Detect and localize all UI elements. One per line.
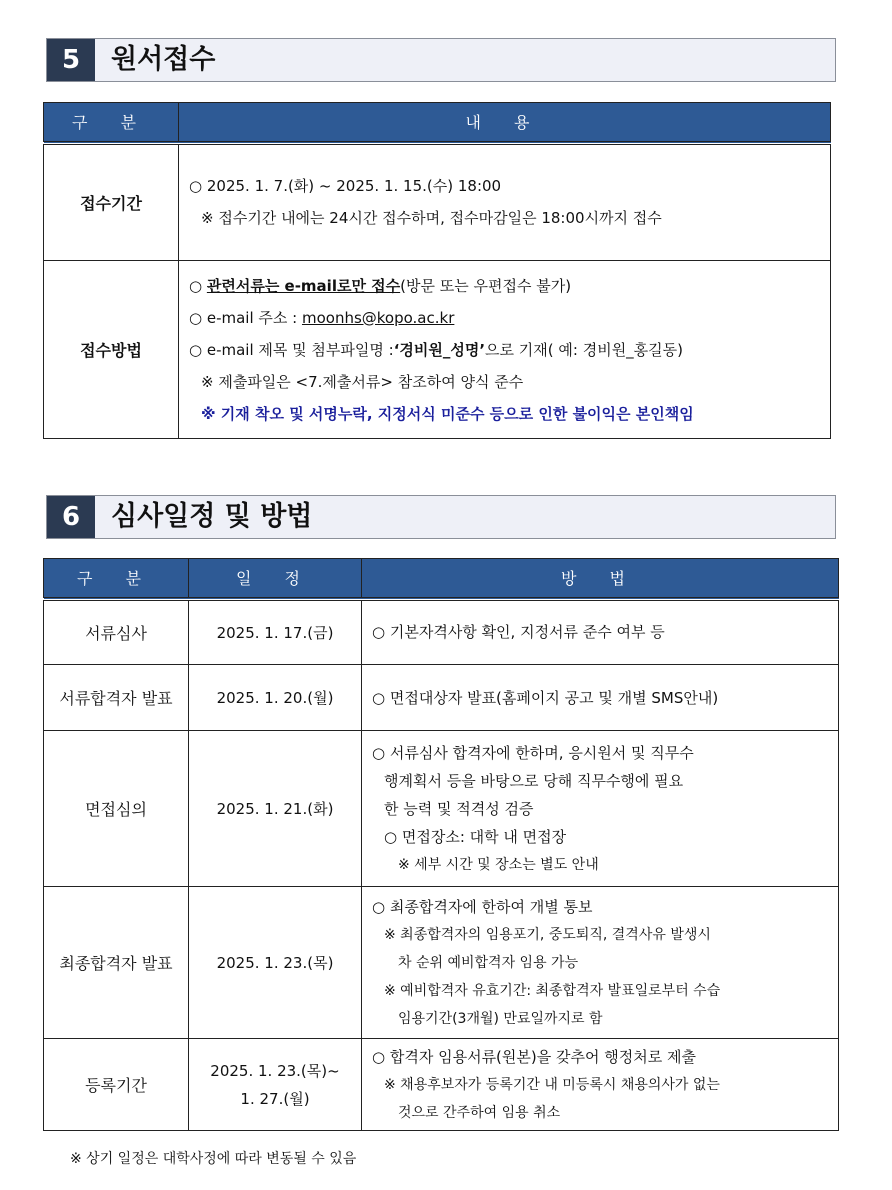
row-date: 2025. 1. 20.(월) <box>189 665 362 731</box>
email-label: ○ e-mail 주소 : <box>189 308 302 327</box>
row-method <box>362 731 839 887</box>
row-method <box>362 887 839 1039</box>
section-number: 6 <box>47 496 95 538</box>
method-line: 차 순위 예비합격자 임용 가능 <box>398 954 579 971</box>
row-label: 접수기간 <box>44 143 179 261</box>
section-6-header <box>46 495 836 539</box>
method-line: ○ 서류심사 합격자에 한하며, 응시원서 및 직무수 <box>372 743 694 762</box>
row-date: 2025. 1. 17.(금) <box>189 599 362 665</box>
header-category: 구 분 <box>44 103 179 143</box>
table-row <box>44 143 831 261</box>
notice-suffix: (방문 또는 우편접수 불가) <box>400 276 572 295</box>
footnote: ※ 상기 일정은 대학사정에 따라 변동될 수 있음 <box>70 1151 357 1167</box>
method-line-1 <box>189 270 826 302</box>
table-row <box>44 665 839 731</box>
row-method <box>362 1039 839 1131</box>
subject-format: ‘경비원_성명’ <box>393 340 486 359</box>
method-line: ○ 합격자 임용서류(원본)을 갖추어 행정처로 제출 <box>372 1047 696 1066</box>
method-warning: ※ 기재 착오 및 서명누락, 지정서식 미준수 등으로 인한 불이익은 본인책임 <box>201 404 694 423</box>
section-title: 원서접수 <box>111 44 216 75</box>
email-only-notice: 관련서류는 e-mail로만 접수 <box>206 276 401 295</box>
row-label: 면접심의 <box>44 731 189 887</box>
method-line-2 <box>189 302 826 334</box>
table-row <box>44 731 839 887</box>
application-table <box>43 102 831 439</box>
method-line: 것으로 간주하여 임용 취소 <box>398 1104 561 1121</box>
schedule-table <box>43 558 839 1131</box>
method-line: ※ 세부 시간 및 장소는 별도 안내 <box>398 856 599 873</box>
table-row <box>44 261 831 439</box>
header-method: 방 법 <box>362 559 839 599</box>
row-date: 2025. 1. 21.(화) <box>189 731 362 887</box>
method-line: 임용기간(3개월) 만료일까지로 함 <box>398 1010 603 1027</box>
row-label: 최종합격자 발표 <box>44 887 189 1039</box>
row-label: 등록기간 <box>44 1039 189 1131</box>
method-line-3 <box>189 334 826 366</box>
subject-label: ○ e-mail 제목 및 첨부파일명 : <box>189 340 394 359</box>
row-date <box>189 1039 362 1131</box>
row-method <box>362 665 839 731</box>
header-category: 구 분 <box>44 559 189 599</box>
date-line: 2025. 1. 23.(목)~ <box>210 1061 340 1080</box>
table-row <box>44 887 839 1039</box>
row-method <box>362 599 839 665</box>
email-link[interactable]: moonhs@kopo.ac.kr <box>301 308 455 327</box>
section-number: 5 <box>47 39 95 81</box>
method-line: ○ 최종합격자에 한하여 개별 통보 <box>372 897 593 916</box>
date-line: 1. 27.(월) <box>240 1089 310 1108</box>
row-label: 접수방법 <box>44 261 179 439</box>
method-line: ※ 채용후보자가 등록기간 내 미등록시 채용의사가 없는 <box>384 1076 720 1093</box>
method-line: 행계획서 등을 바탕으로 당해 직무수행에 필요 <box>384 771 684 790</box>
section-5-header <box>46 38 836 82</box>
subject-suffix: 으로 기재( 예: 경비원_홍길동) <box>485 340 683 359</box>
header-content: 내 용 <box>179 103 831 143</box>
row-label: 서류심사 <box>44 599 189 665</box>
bullet: ○ <box>189 276 207 295</box>
row-content <box>179 261 831 439</box>
header-date: 일 정 <box>189 559 362 599</box>
period-note: ※ 접수기간 내에는 24시간 접수하며, 접수마감일은 18:00시까지 접수 <box>201 209 662 228</box>
table-row <box>44 1039 839 1131</box>
row-label: 서류합격자 발표 <box>44 665 189 731</box>
method-line: ○ 면접대상자 발표(홈페이지 공고 및 개별 SMS안내) <box>372 688 719 707</box>
row-content <box>179 143 831 261</box>
method-line: ※ 예비합격자 유효기간: 최종합격자 발표일로부터 수습 <box>384 982 721 999</box>
section-title: 심사일정 및 방법 <box>111 501 313 532</box>
method-line-4: ※ 제출파일은 <7.제출서류> 참조하여 양식 준수 <box>201 372 524 391</box>
method-line: ○ 면접장소: 대학 내 면접장 <box>384 827 567 846</box>
period-line: ○ 2025. 1. 7.(화) ~ 2025. 1. 15.(수) 18:00 <box>189 177 502 196</box>
method-line: ※ 최종합격자의 임용포기, 중도퇴직, 결격사유 발생시 <box>384 926 711 943</box>
method-line: 한 능력 및 적격성 검증 <box>384 799 534 818</box>
method-line: ○ 기본자격사항 확인, 지정서류 준수 여부 등 <box>372 623 665 642</box>
table-row <box>44 599 839 665</box>
row-date: 2025. 1. 23.(목) <box>189 887 362 1039</box>
